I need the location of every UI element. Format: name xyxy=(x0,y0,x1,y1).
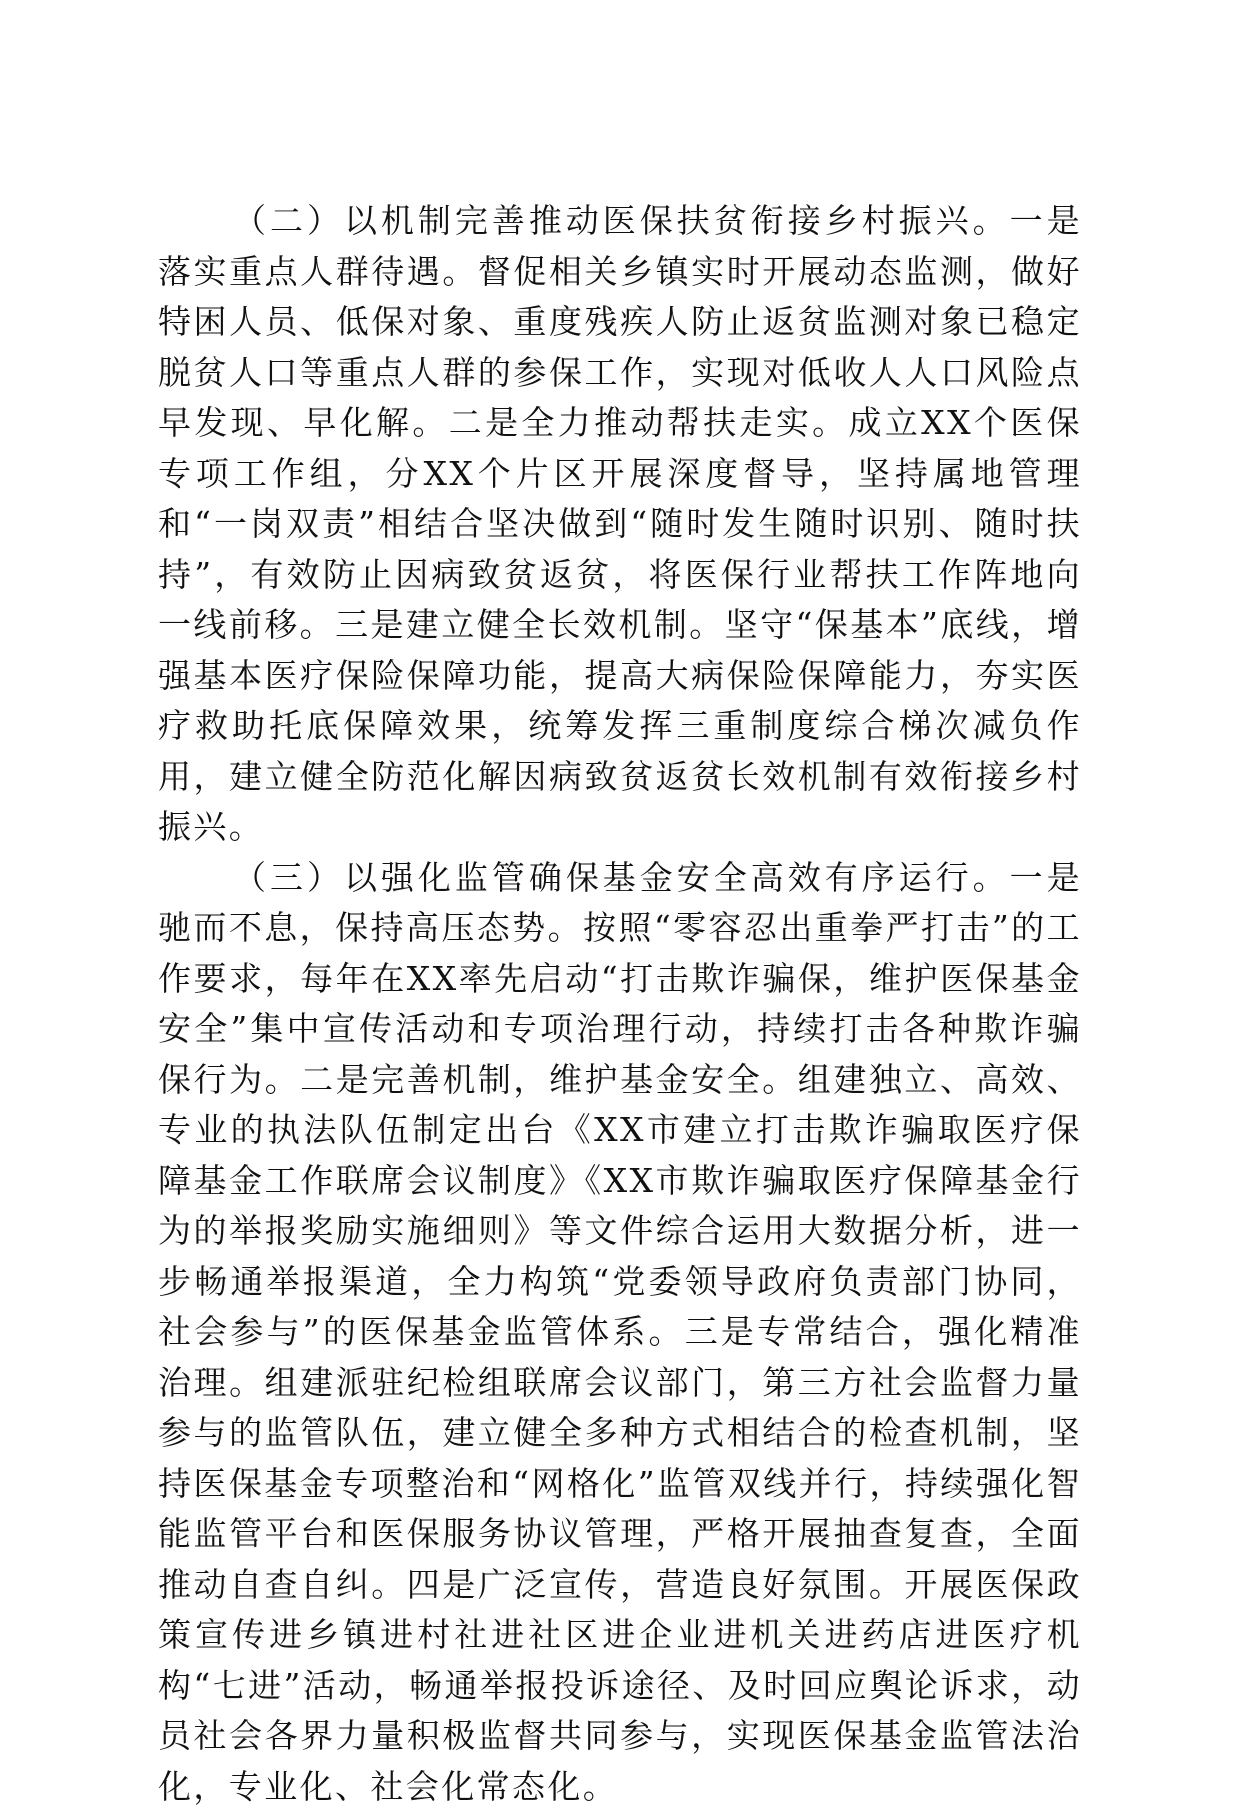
paragraph-mechanism xyxy=(158,196,1082,853)
section-heading-three: （三）以强化监管确保基金安全高效有序运行。 xyxy=(233,858,1010,897)
section-heading-two: （二）以机制完善推动医保扶贫衔接乡村振兴。 xyxy=(233,201,1010,240)
paragraph-body: 一是驰而不息，保持高压态势。按照“零容忍出重拳严打击”的工作要求，每年在XX率先启动“打击欺诈骗保，维护医保基金安全”集中宣传活动和专项治理行动，持续打击各种欺诈骗保行为。二是完善机制，维护基金安全。组建独立、高效、专业的执法队伍制定出台《XX市建立打击欺诈骗取医疗保障基金工作联席会议制度》《XX市欺诈骗取医疗保障基金行为的举报奖励实施细则》等文件综合运用大数据分析，进一步畅通举报渠道，全力构筑“党委领导政府负责部门协同，社会参与”的医保基金监管体系。三是专常结合，强化精准治理。组建派驻纪检组联席会议部门，第三方社会监督力量参与的监管队伍，建立健全多种方式相结合的检查机制，坚持医保基金专项整治和“网格化”监管双线并行，持续强化智能监管平台和医保服务协议管理，严格开展抽查复查，全面推动自查自纠。四是广泛宣传，营造良好氛围。开展医保政策宣传进乡镇进村社进社区进企业进机关进药店进医疗机构“七进”活动，畅通举报投诉途径、及时回应舆论诉求，动员社会各界力量积极监督共同参与，实现医保基金监管法治化，专业化、社会化常态化。 xyxy=(158,858,1082,1806)
paragraph-supervision xyxy=(158,853,1082,1812)
document-body xyxy=(158,196,1082,1812)
paragraph-body: 一是落实重点人群待遇。督促相关乡镇实时开展动态监测，做好特困人员、低保对象、重度残疾人防止返贫监测对象已稳定脱贫人口等重点人群的参保工作，实现对低收人人口风险点早发现、早化解。二是全力推动帮扶走实。成立XX个医保专项工作组，分XX个片区开展深度督导，坚持属地管理和“一岗双责”相结合坚决做到“随时发生随时识别、随时扶持”，有效防止因病致贫返贫，将医保行业帮扶工作阵地向一线前移。三是建立健全长效机制。坚守“保基本”底线，增强基本医疗保险保障功能，提高大病保险保障能力，夯实医疗救助托底保障效果，统筹发挥三重制度综合梯次减负作用，建立健全防范化解因病致贫返贫长效机制有效衔接乡村振兴。 xyxy=(158,201,1082,846)
